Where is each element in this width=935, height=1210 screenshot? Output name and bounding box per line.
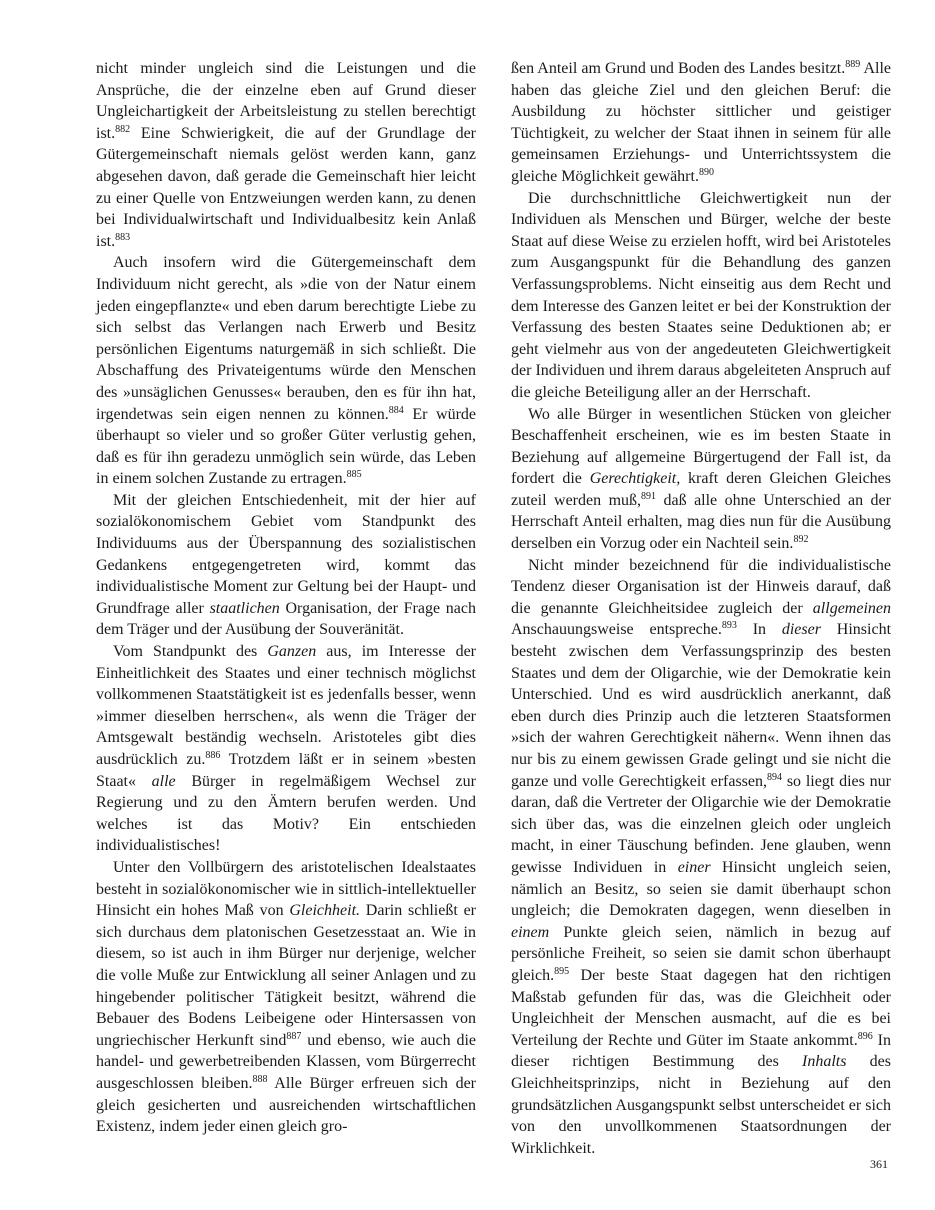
text-run: Hinsicht ungleich seien, nämlich an Besitz, so seien sie damit überhaupt schon ungleich; die Demokraten dagegen, wenn dieselben in xyxy=(511,858,892,920)
footnote-ref: 889 xyxy=(845,59,861,70)
emphasis-text: Gerechtigkeit, xyxy=(589,470,681,488)
paragraph xyxy=(511,58,891,188)
text-run: Unter den Vollbürgern des aristotelischen Idealstaates besteht in sozialökonomischer wie in sittlich-intellektueller Hinsicht ein hohes Maß von xyxy=(96,858,476,920)
text-run: Organisation, der Frage nach dem Träger und der Ausübung der Souveränität. xyxy=(96,599,476,639)
footnote-ref: 888 xyxy=(252,1073,268,1085)
paragraph xyxy=(96,641,476,857)
text-run: Bürger in regelmäßigem Wechsel zur Regierung und zu den Ämtern berufen werden. Und welches ist das Motiv? Ein entschieden individualistisches! xyxy=(96,772,476,855)
text-run: Trotzdem läßt er in seinem »besten Staat« xyxy=(96,751,476,790)
text-run: Die durchschnittliche Gleichwertigkeit nun der Individuen als Menschen und Bürger, welche der beste Staat auf diese Weise zu erzielen hofft, wird bei Aristoteles zum Ausgangspunkt für die Behandlung des ganzen Verfassungsproblems. Nicht einseitig aus dem Recht und dem Interesse des Ganzen leitet er bei der Konstruktion der Verfassung des besten Staates seine Deduktionen ab; er geht vielmehr aus von der angedeuteten Gleichwertigkeit der Individuen und ihrem daraus abgeleiteten Anspruch auf die gleiche Beteiligung aller an der Herrschaft. xyxy=(511,189,891,401)
emphasis-text: dieser xyxy=(781,621,821,639)
footnote-ref: 890 xyxy=(698,166,714,178)
text-run: daß alle ohne Unterschied an der Herrschaft Anteil erhalten, mag dies nun für die Ausübung derselben ein Vorzug oder ein Nachteil sein. xyxy=(511,491,891,553)
paragraph xyxy=(96,252,476,490)
text-run: Auch insofern wird die Gütergemeinschaft dem Individuum nicht gerecht, als »die von der Natur einem jeden eingepflanzte« und eben darum berechtigte Liebe zu sich selbst das Verlangen nach Erwerb und Besitz persönlichen Eigentums naturgemäß in sich schließt. Die Abschaffung des Privateigentums würde den Menschen des »unsäglichen Genusses« berauben, den es für ihn hat, irgendetwas sein eigen nennen zu können. xyxy=(96,254,476,423)
text-run: aus, im Interesse der Einheitlichkeit des Staates und einer technisch möglichst vollkommenen Staatstätigkeit ist es jedenfalls besser, wenn »immer dieselben herrschen«, als wenn die Träger der Amtsgewalt beständig wechseln. Aristoteles gibt dies ausdrücklich zu. xyxy=(96,643,476,768)
text-run: Vom Standpunkt des xyxy=(113,643,268,661)
footnote-ref: 895 xyxy=(554,965,570,977)
text-run: Er würde überhaupt so vieler und so großer Güter verlustig gehen, daß es für ihn geradezu unmöglich sein würde, das Leben in einem solchen Zustande zu ertragen. xyxy=(96,405,476,488)
emphasis-text: allgemeinen xyxy=(812,599,891,617)
text-run: Darin schließt er sich durchaus dem platonischen Gesetzesstaat an. Wie in diesem, so ist auch in ihm Bürger nur derjenige, welcher die volle Muße zur Entwicklung all seiner Anlagen und zu hingebender politischer Tätigkeit besitzt, während die Bebauer des Bodens Leibeigene oder Hintersassen von ungriechischer Herkunft sind xyxy=(96,902,477,1049)
footnote-ref: 886 xyxy=(205,750,221,761)
paragraph xyxy=(96,58,476,252)
text-run: Eine Schwierigkeit, die auf der Grundlage der Gütergemeinschaft niemals gelöst werden kann, ganz abgesehen davon, daß gerade die Gemeinschaft hier leicht zu einer Quelle von Entzweiungen werden kann, zu denen bei Individualwirtschaft und Individualbesitz kein Anlaß ist. xyxy=(96,124,476,250)
footnote-ref: 896 xyxy=(857,1030,873,1042)
text-run: so liegt dies nur daran, daß die Vertreter der Oligarchie wie der Demokratie sich über das, was die einzelnen gleich oder ungleich macht, in einer Täuschung befinden. Jene glauben, wenn gewisse Individuen in xyxy=(511,772,892,876)
paragraph xyxy=(96,490,476,641)
text-run: kraft deren Gleichen Gleiches zuteil werden muß, xyxy=(511,470,891,509)
emphasis-text: staatlichen xyxy=(209,599,280,617)
footnote-ref: 884 xyxy=(388,404,404,416)
text-run: In xyxy=(736,621,782,639)
footnote-ref: 891 xyxy=(641,490,657,502)
text-run: Alle haben das gleiche Ziel und den gleichen Beruf: die Ausbildung zu höchster sittlicher und geistiger Tüchtigkeit, zu welcher der Staat ihnen in seinem für alle gemeinsamen Erziehungs- und Unterrichtssystem die gleiche Möglichkeit gewährt. xyxy=(511,60,891,185)
text-run: Anschauungsweise entspreche. xyxy=(511,621,722,639)
emphasis-text: Gleichheit. xyxy=(289,902,361,920)
text-run: Nicht minder bezeichnend für die individualistische Tendenz dieser Organisation ist der Hinweis darauf, daß die genannte Gleichheitsidee zugleich der xyxy=(511,556,891,617)
right-column xyxy=(511,58,891,1159)
paragraph xyxy=(96,857,476,1138)
footnote-ref: 893 xyxy=(721,620,737,632)
text-run: Wo alle Bürger in wesentlichen Stücken von gleicher Beschaffenheit erscheinen, wie es im besten Staate in Beziehung auf allgemeine Bürgertugend der Fall ist, da fordert die xyxy=(511,405,891,488)
footnote-ref: 883 xyxy=(115,231,131,243)
text-run: Punkte gleich seien, nämlich in bezug auf persönliche Freiheit, so seien sie damit schon überhaupt gleich. xyxy=(511,923,891,984)
text-run: des Gleichheitsprinzips, nicht in Beziehung auf den grundsätzlichen Ausgangspunkt selbst unterscheidet er sich von den unvollkommenen Staatsordnungen der Wirklichkeit. xyxy=(511,1053,892,1157)
footnote-ref: 892 xyxy=(793,534,809,546)
emphasis-text: alle xyxy=(151,772,176,790)
text-run: In dieser richtigen Bestimmung des xyxy=(511,1031,891,1071)
emphasis-text: einer xyxy=(677,858,711,876)
text-run: und ebenso, wie auch die handel- und gewerbetreibenden Klassen, vom Bürgerrecht ausgeschlossen bleiben. xyxy=(96,1031,477,1092)
text-run: Der beste Staat dagegen hat den richtigen Maßstab gefunden für das, was die Gleichheit oder Ungleichheit der Menschen ausmacht, auf die es bei Verteilung der Rechte und Güter im Staate ankommt. xyxy=(511,966,891,1049)
paragraph xyxy=(511,555,891,1160)
text-run: Mit der gleichen Entschiedenheit, mit der hier auf sozialökonomischem Gebiet vom Standpunkt des Individuums aus der Überspannung des sozialistischen Gedankens entgegengetreten wird, kommt das individualistische Moment zur Geltung bei der Haupt- und Grundfrage aller xyxy=(96,491,476,617)
page-number: 361 xyxy=(870,1157,888,1171)
emphasis-text: Inhalts xyxy=(802,1053,847,1071)
footnote-ref: 887 xyxy=(286,1030,302,1042)
emphasis-text: einem xyxy=(511,923,550,941)
paragraph xyxy=(511,188,891,404)
footnote-ref: 882 xyxy=(115,123,131,135)
footnote-ref: 894 xyxy=(767,771,783,783)
emphasis-text: Ganzen xyxy=(267,643,317,661)
text-run: Hinsicht besteht zwischen dem Verfassungsprinzip des besten Staates und dem der Oligarchie, wie der Demokratie kein Unterschied. Und es wird ausdrücklich anerkannt, daß eben durch dies Prinzip auch die letzteren Staatsformen »sich der wahren Gerechtigkeit nähern«. Wenn ihnen das nur bis zu einem gewissen Grade gelingt und sie nicht die ganze und volle Gerechtigkeit erfassen, xyxy=(511,621,892,790)
text-run: Alle Bürger erfreuen sich der gleich gesicherten und ausreichenden wirtschaftlichen Existenz, indem jeder einen gleich gro- xyxy=(96,1074,476,1136)
text-run: nicht minder ungleich sind die Leistungen und die Ansprüche, die der einzelne eben auf Grund dieser Ungleichartigkeit der Arbeitsleistung zu stellen berechtigt ist. xyxy=(96,60,476,142)
text-run: ßen Anteil am Grund und Boden des Landes besitzt. xyxy=(511,60,846,77)
left-column xyxy=(96,58,476,1138)
paragraph xyxy=(511,404,891,555)
footnote-ref: 885 xyxy=(346,469,362,481)
